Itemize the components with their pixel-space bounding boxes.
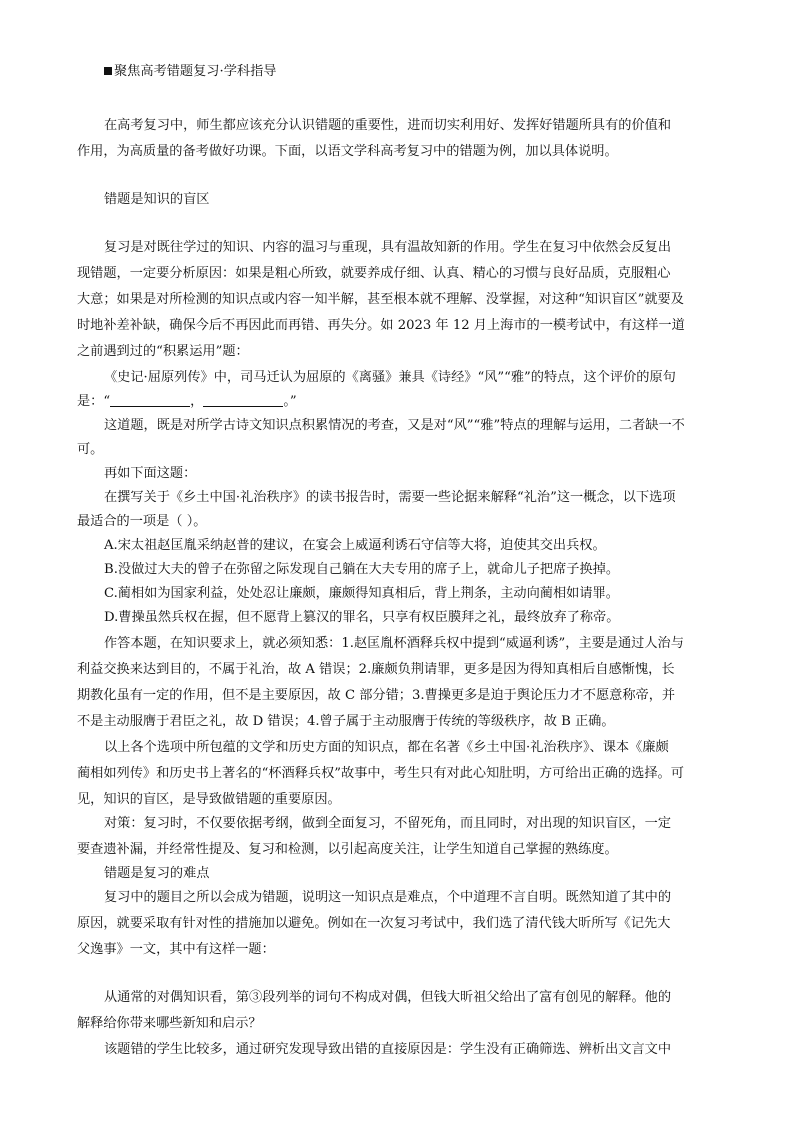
summary-line: 见，知识的盲区，是导致做错题的重要原因。 (77, 792, 341, 807)
question-line: 《史记·屈原列传》中，司马迁认为屈原的《离骚》兼具《诗经》“风”“雅”的特点，这个评价的原句 (104, 370, 676, 385)
question-suffix: 。” (283, 394, 297, 409)
question-line: 在撰写关于《乡土中国·礼治秩序》的读书报告时，需要一些论据来解释“礼治”这一概念，以下选项 (104, 490, 676, 505)
paragraph-line: 时地补差补缺，确保今后不再因此而再错、再失分。如 2023 年 12 月上海市的一模考试中，有这样一道 (77, 318, 685, 333)
intro-line: 作用，为高质量的备考做好功课。下面，以语文学科高考复习中的错题为例，加以具体说明。 (77, 144, 618, 159)
section-heading: 错题是复习的难点 (104, 866, 210, 881)
paragraph-line: 现错题，一定要分析原因：如果是粗心所致，就要养成仔细、认真、精心的习惯与良好品质，克服粗心 (77, 266, 671, 281)
bullet-square-icon (104, 67, 112, 75)
question-line: 从通常的对偶知识看，第③段列举的词句不构成对偶，但钱大昕祖父给出了富有创见的解释。他的 (104, 990, 672, 1005)
answer-blank (203, 394, 283, 407)
answer-analysis-line: 利益交换来达到目的，不属于礼治，故 A 错误；2.廉颇负荆请罪，更多是因为得知真相后自感惭愧，长 (77, 662, 675, 677)
paragraph-line: 原因，就要采取有针对性的措施加以避免。例如在一次复习考试中，我们选了清代钱大昕所写《记先大 (77, 916, 671, 931)
intro-line: 在高考复习中，师生都应该充分认识错题的重要性，进而切实利用好、发挥好错题所具有的价值和 (104, 118, 672, 133)
paragraph-line: 复习是对既往学过的知识、内容的温习与重现，具有温故知新的作用。学生在复习中依然会反复出 (104, 240, 672, 255)
option-d: D.曹操虽然兵权在握，但不愿背上篡汉的罪名，只享有权臣膜拜之礼，最终放弃了称帝。 (104, 610, 620, 625)
question-line: 最适合的一项是（ ）。 (77, 514, 207, 529)
answer-analysis-line: 期教化虽有一定的作用，但不是主要原因，故 C 部分错；3.曹操更多是迫于舆论压力才不愿意称帝，并 (77, 688, 676, 703)
header-text: 聚焦高考错题复习·学科指导 (114, 64, 277, 79)
option-a: A.宋太祖赵匡胤采纳赵普的建议，在宴会上威逼利诱石守信等大将，迫使其交出兵权。 (104, 538, 606, 553)
summary-line: 蔺相如列传》和历史书上著名的“杯酒释兵权”故事中，考生只有对此心知肚明，方可给出正确的选择。可 (77, 766, 684, 781)
answer-blank (110, 394, 190, 407)
question-separator: ， (190, 394, 204, 409)
paragraph-line: 复习中的题目之所以会成为错题，说明这一知识点是难点，个中道理不言自明。既然知道了其中的 (104, 890, 672, 905)
paragraph-line: 大意；如果是对所检测的知识点或内容一知半解，甚至根本就不理解、没掌握，对这种“知识盲区”就要及 (77, 292, 684, 307)
analysis-line: 这道题，既是对所学古诗文知识点积累情况的考查，又是对“风”“雅”特点的理解与运用，二者缺一不 (104, 418, 685, 433)
paragraph-line: 父逸事》一文，其中有这样一题： (77, 942, 275, 957)
paragraph-line: 该题错的学生比较多，通过研究发现导致出错的直接原因是：学生没有正确筛选、辨析出文言文中 (104, 1042, 672, 1057)
answer-analysis-line: 不是主动服膺于君臣之礼，故 D 错误；4.曾子属于主动服膺于传统的等级秩序，故 B 正确。 (77, 714, 615, 729)
option-c: C.蔺相如为国家利益，处处忍让廉颇，廉颇得知真相后，背上荆条，主动向蔺相如请罪。 (104, 586, 619, 601)
answer-analysis-line: 作答本题，在知识要求上，就必须知悉：1.赵匡胤杯酒释兵权中提到“威逼利诱”，主要是通过人治与 (104, 636, 684, 651)
question-line (77, 392, 297, 412)
question-line: 解释给你带来哪些新知和启示？ (77, 1016, 262, 1031)
option-b: B.没做过大夫的曾子在弥留之际发现自己躺在大夫专用的席子上，就命儿子把席子换掉。 (104, 562, 620, 577)
strategy-line: 对策：复习时，不仅要依据考纲，做到全面复习，不留死角，而且同时，对出现的知识盲区，一定 (104, 816, 672, 831)
summary-line: 以上各个选项中所包蕴的文学和历史方面的知识点，都在名著《乡土中国·礼治秩序》、课本《廉颇 (104, 740, 669, 755)
paragraph-line: 之前遇到过的“积累运用”题： (77, 344, 249, 359)
section-heading: 错题是知识的盲区 (104, 192, 210, 207)
question-prefix: 是：“ (77, 394, 111, 409)
analysis-line: 可。 (77, 442, 104, 457)
next-intro: 再如下面这题： (104, 466, 197, 481)
header-line (104, 62, 276, 82)
strategy-line: 要查遗补漏，并经常性提及、复习和检测，以引起高度关注，让学生知道自己掌握的熟练度。 (77, 842, 618, 857)
